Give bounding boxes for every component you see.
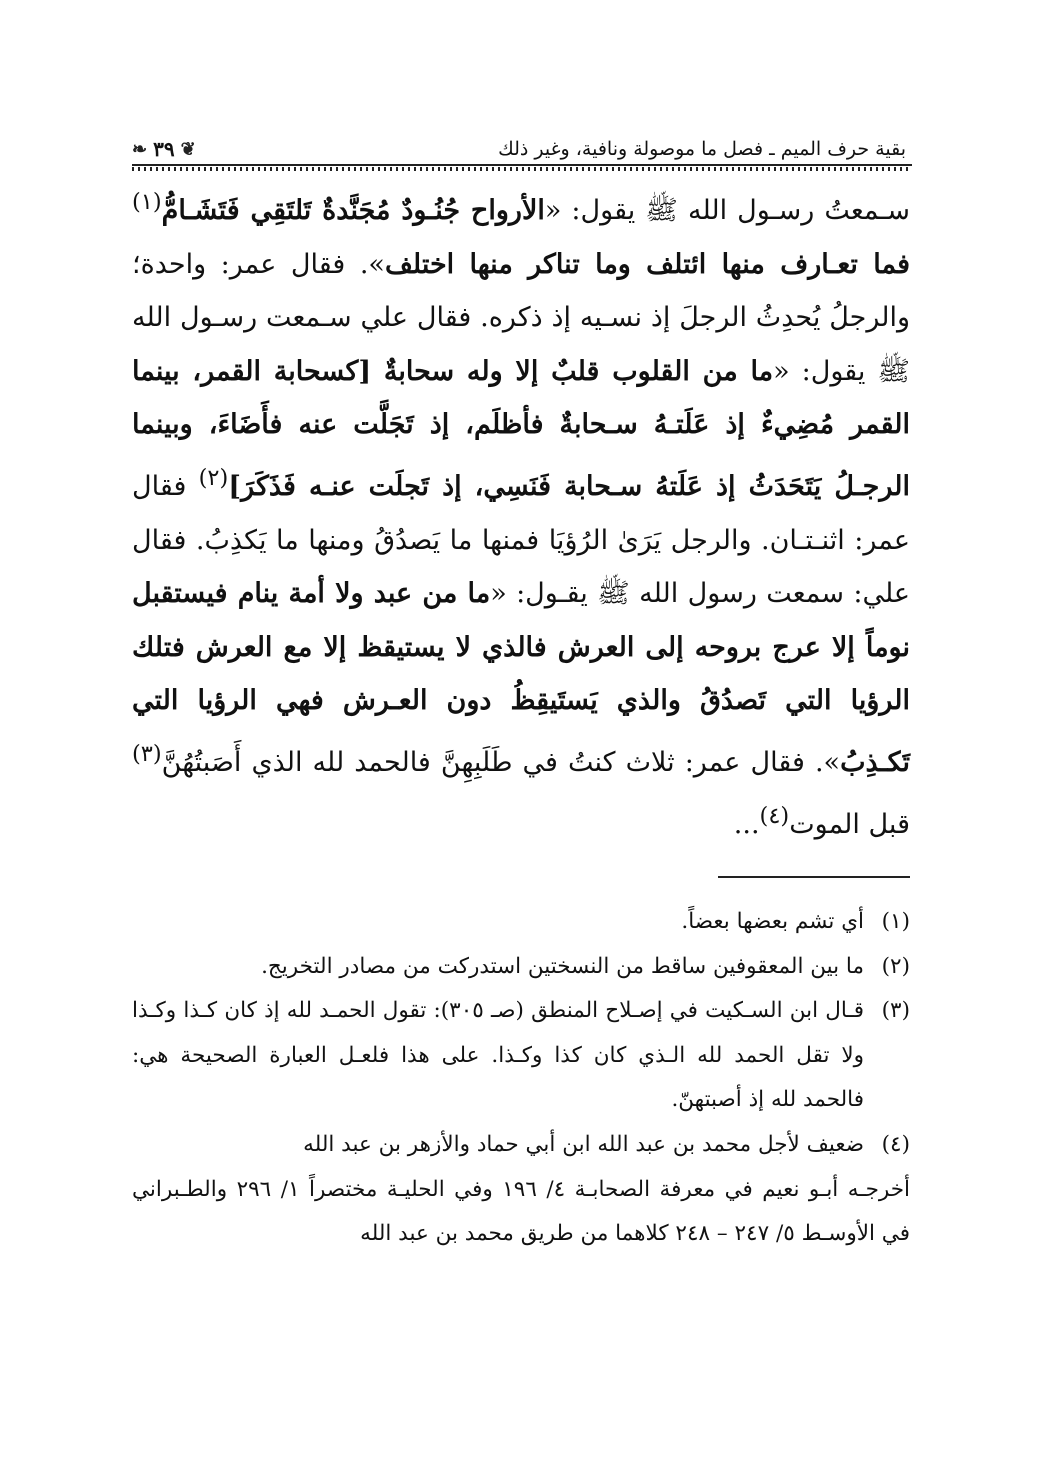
page-number-block [132, 137, 196, 161]
footnote [132, 945, 910, 990]
footnote-ref: (٤) [759, 802, 790, 829]
running-title: بقية حرف الميم ـ فصل ما موصولة ونافية، وغير ذلك [498, 138, 906, 160]
footnote-ref: (١) [132, 189, 162, 215]
hadith-quote: ما من القلوب قلبٌ إلا وله سحابةٌ [كسحابة القمر، بينما القمر مُضِيءٌ إذ عَلَتـهُ سـحابةٌ فأظلَم، إذ تَجَلَّت عنه فأَضَاءَ، وبينما الرجـلُ يَتَحَدَثُ إذ عَلَتهُ سـحابة فَنَسِي، إذ تَجلَت عنـه فَذَكَرَ] [132, 355, 910, 502]
ornament-icon: ❧ [132, 138, 148, 160]
text-run: ». فقال عمر: ثلاث كنتُ في طَلَبِهِنَّ فالحمد لله الذي أَصَبتُهُنَّ [161, 746, 841, 778]
footnote-continuation: أخرجـه أبـو نعيم في معرفة الصحابـة ٤/ ١٩٦ وفي الحليـة مختصراً ١/ ٢٩٦ والطـبراني في الأوسـط ٥/ ٢٤٧ – ٢٤٨ كلاهما من طريق محمد بن عبد الله [132, 1176, 911, 1247]
footnote-text: ضعيف لأجل محمد بن عبد الله ابن أبي حماد والأزهر بن عبد الله [303, 1131, 864, 1157]
footnote-separator [718, 876, 910, 878]
footnote-number: (٢) [881, 953, 910, 979]
hadith-quote: فما تعـارف منها ائتلف وما تناكر منها اختلف [384, 248, 910, 280]
footnote-number: (٣) [881, 998, 910, 1024]
page-header [132, 136, 912, 162]
footnote [132, 989, 910, 1123]
header-rule [132, 164, 912, 172]
footnote-number: (١) [881, 909, 910, 934]
footnote-text: ما بين المعقوفين ساقط من النسختين استدركت من مصادر التخريج. [261, 953, 864, 979]
footnote-text: أي تشم بعضها بعضاً. [681, 909, 864, 934]
ornament-icon: ❦ [180, 138, 196, 160]
footnote-text: قـال ابن السـكيت في إصـلاح المنطق (صـ ٣٠٥): تقول الحمـد لله إذ كان كـذا وكـذا ولا تقل الحمد لله الـذي كان كذا وكـذا. على هذا فلعـل العبارة الصحيحة هي: فالحمد لله إذ أصبتهنّ. [132, 998, 864, 1113]
footnote-number: (٤) [881, 1131, 910, 1157]
footnote [132, 1123, 910, 1168]
text-run: ». فقال عمر: واحدة؛ والرجلُ يُحدِثُ الرجلَ إذ نسـيه إذ ذكره. فقال علي سـمعت رسـول الله ﷺ يقول: « [132, 248, 911, 387]
text-run: ... [733, 808, 760, 840]
text-run: فقال عمر: اثنـتـان. والرجل يَرَىٰ الرُؤيَا فمنها ما يَصدُقُ ومنها ما يَكذِبُ. فقال علي: سمعت رسول الله ﷺ يقـول: « [132, 470, 911, 610]
hadith-quote: الأرواح جُنُـودٌ مُجَنَّدةٌ تَلتَقِي فَتَشَـامُّ [161, 195, 545, 226]
main-paragraph [132, 176, 910, 851]
text-run: قبل الموت [789, 808, 910, 840]
hadith-quote: ما من عبد ولا أمة ينام فيستقبل نوماً إلا عرج بروحه إلى العرش فالذي لا يستيقظ إلا مع العرش فتلك الرؤيا التي تَصدُقُ والذي يَستَيقِظُ دون العـرش فهي الرؤيا التي تَكـذِبُ [132, 578, 910, 778]
text-run: سـمعتُ رسـول الله ﷺ يقول: « [544, 195, 911, 226]
footnotes [132, 900, 910, 1257]
main-text [132, 176, 910, 851]
footnote-ref: (٣) [132, 740, 162, 767]
footnote [132, 900, 910, 945]
footnote-ref: (٢) [198, 464, 229, 491]
page-number: ٣٩ [153, 137, 175, 161]
